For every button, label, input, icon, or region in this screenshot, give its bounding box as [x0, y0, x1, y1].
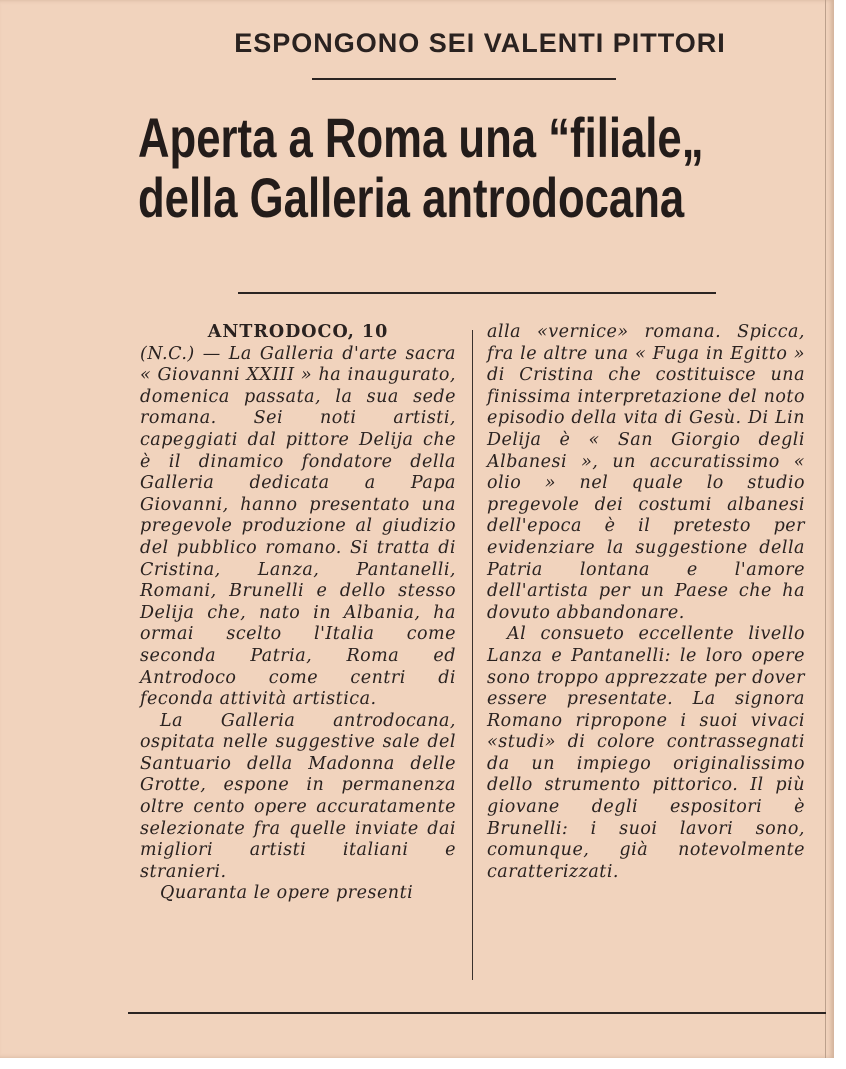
column-divider — [472, 330, 473, 980]
article-paragraph: (N.C.) — La Galleria d'arte sacra « Giovanni XXIII » ha inaugurato, domenica passata, la sua sede romana. Sei noti artisti, capeggiati dal pittore Delija che è il dinamico fondatore della Galleria dedicata a Papa Giovanni, hanno presentato una pregevole produzione al giudizio del pubblico romano. Si tratta di Cristina, Lanza, Pantanelli, Romani, Brunelli e dello stesso Delija che, nato in Albania, ha ormai scelto l'Italia come seconda Patria, Roma ed Antrodoco come centri di feconda attività artistica. — [140, 343, 456, 710]
article-column-left — [140, 322, 456, 905]
headline-line-2: della Galleria antrodocana — [138, 166, 685, 229]
article-paragraph: La Galleria antrodocana, ospitata nelle suggestive sale del Santuario della Madonna delle Grotte, espone in permanenza oltre cento opere accuratamente selezionate fra quelle inviate dai migliori artisti italiani e stranieri. — [140, 710, 456, 882]
article-paragraph: alla «vernice» romana. Spicca, fra le altre una « Fuga in Egitto » di Cristina che costituisce una finissima interpretazione del noto episodio della vita di Gesù. Di Lin Delija è « San Giorgio degli Albanesi », un accuratissimo « olio » nel quale lo studio pregevole dei costumi albanesi dell'epoca è il pretesto per evidenziare la suggestione della Patria lontana e l'amore dell'artista per un Paese che ha dovuto abbandonare. — [487, 322, 805, 623]
article-paragraph: Quaranta le opere presenti — [160, 883, 414, 904]
headline — [138, 106, 704, 229]
kicker: ESPONGONO SEI VALENTI PITTORI — [234, 28, 726, 58]
headline-line-1: Aperta a Roma una “filiale„ — [138, 106, 704, 169]
article-paragraph: Al consueto eccellente livello Lanza e Pantanelli: le loro opere sono troppo apprezzate per dover essere presentate. La signora Romano ripropone i suoi vivaci «studi» di colore contrassegnati da un impiego originalissimo dello strumento pittorico. Il più giovane degli espositori è Brunelli: i suoi lavori sono, comunque, già notevolmente caratterizzati. — [487, 624, 805, 882]
headline-rule — [238, 292, 716, 294]
dateline: ANTRODOCO, 10 — [207, 322, 389, 342]
clipping-edge — [825, 0, 826, 1058]
bottom-rule — [128, 1012, 826, 1014]
kicker-rule — [312, 78, 616, 80]
article-column-right — [487, 322, 805, 883]
